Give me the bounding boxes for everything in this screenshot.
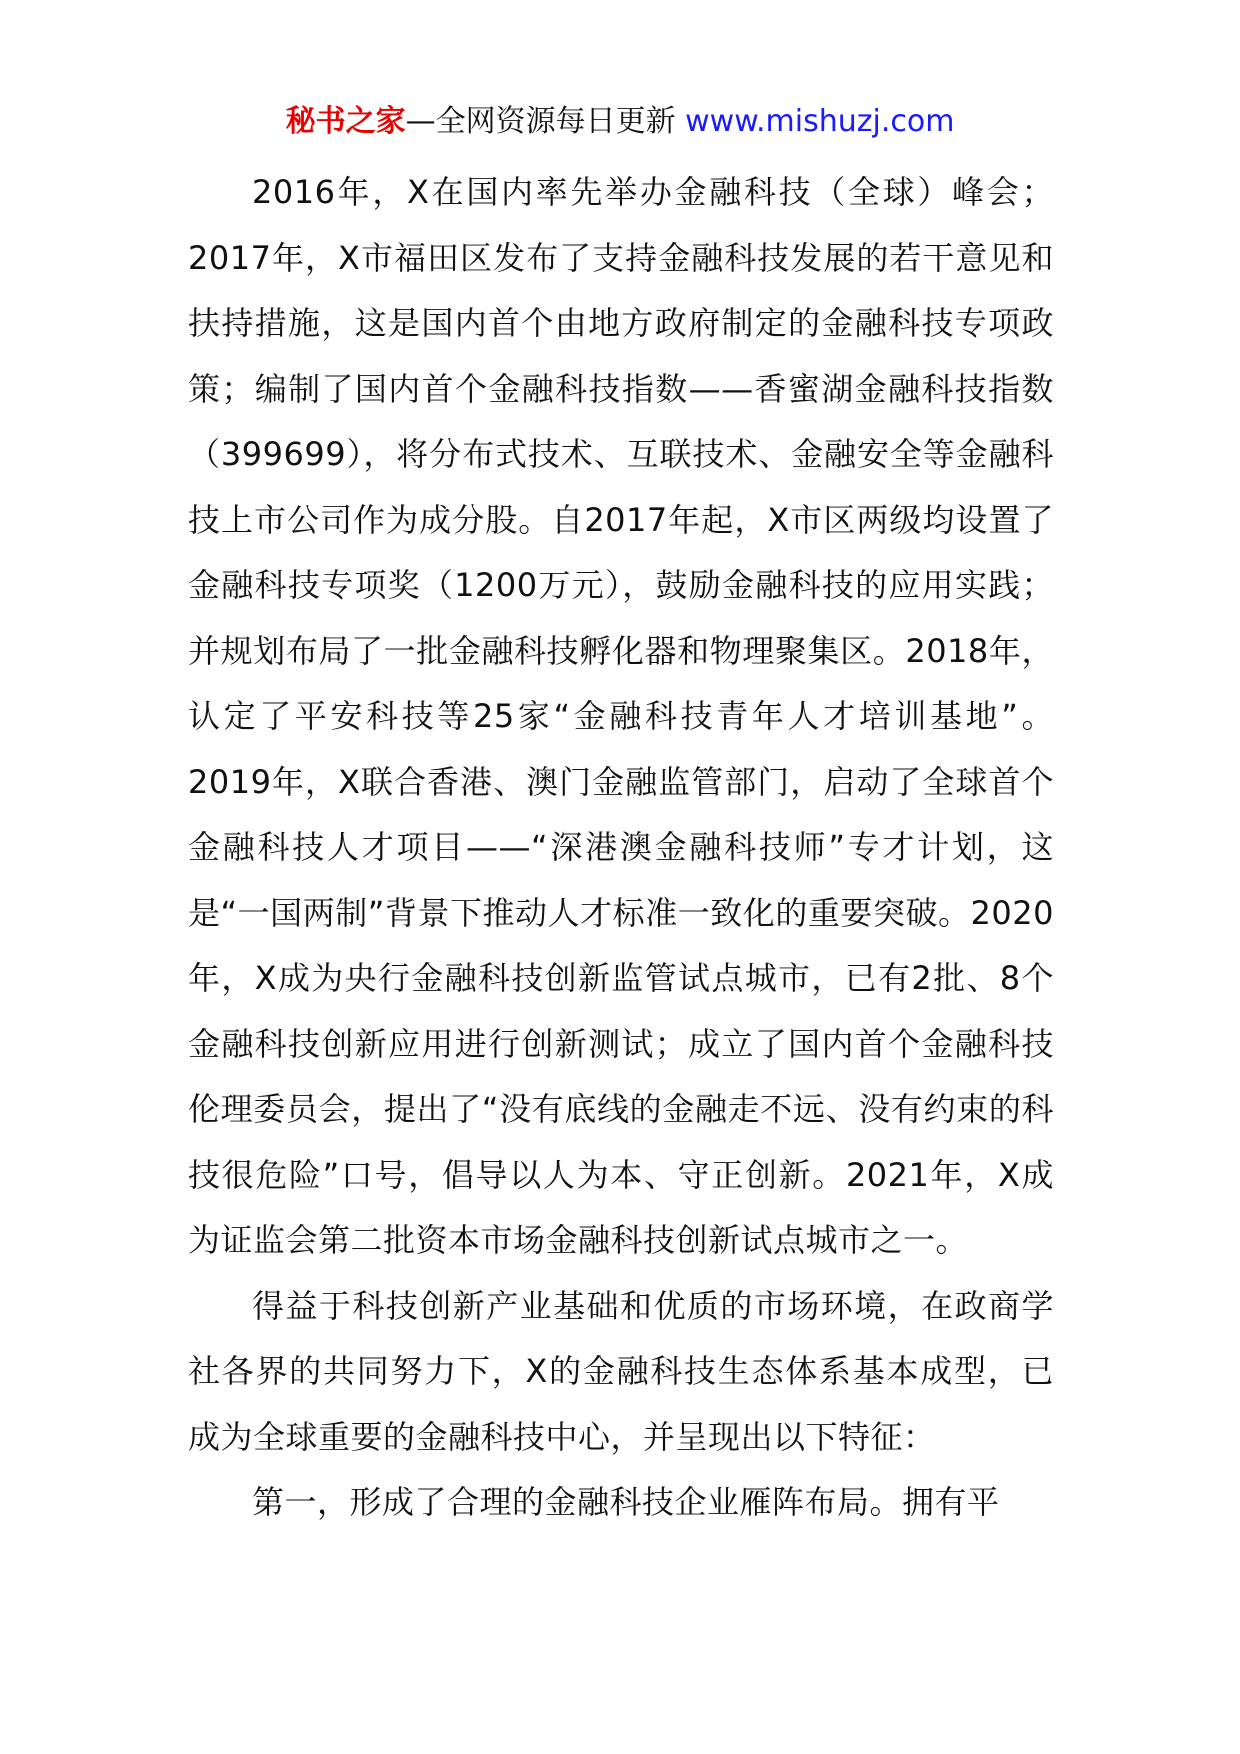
header-url-link[interactable]: www.mishuzj.com	[685, 104, 955, 139]
header-brand: 秘书之家	[285, 104, 406, 139]
paragraph-3: 第一，形成了合理的金融科技企业雁阵布局。拥有平	[252, 1483, 1000, 1521]
page-header	[0, 102, 1240, 142]
header-slogan: —全网资源每日更新	[405, 104, 676, 139]
paragraph-1: 2016年，X在国内率先举办金融科技（全球）峰会；2017年，X市福田区发布了支持金融科技发展的若干意见和扶持措施，这是国内首个由地方政府制定的金融科技专项政策；编制了国内首个金融科技指数——香蜜湖金融科技指数（399699），将分布式技术、互联技术、金融安全等金融科技上市公司作为成分股。自2017年起，X市区两级均设置了金融科技专项奖（1200万元），鼓励金融科技的应用实践；并规划布局了一批金融科技孵化器和物理聚集区。2018年，认定了平安科技等25家“金融科技青年人才培训基地”。2019年，X联合香港、澳门金融监管部门，启动了全球首个金融科技人才项目——“深港澳金融科技师”专才计划，这是“一国两制”背景下推动人才标准一致化的重要突破。2020年，X成为央行金融科技创新监管试点城市，已有2批、8个金融科技创新应用进行创新测试；成立了国内首个金融科技伦理委员会，提出了“没有底线的金融走不远、没有约束的科技很危险”口号，倡导以人为本、守正创新。2021年，X成为证监会第二批资本市场金融科技创新试点城市之一。	[188, 173, 1054, 1259]
document-body	[188, 160, 1054, 1536]
paragraph-2: 得益于科技创新产业基础和优质的市场环境，在政商学社各界的共同努力下，X的金融科技生态体系基本成型，已成为全球重要的金融科技中心，并呈现出以下特征：	[188, 1286, 1054, 1456]
